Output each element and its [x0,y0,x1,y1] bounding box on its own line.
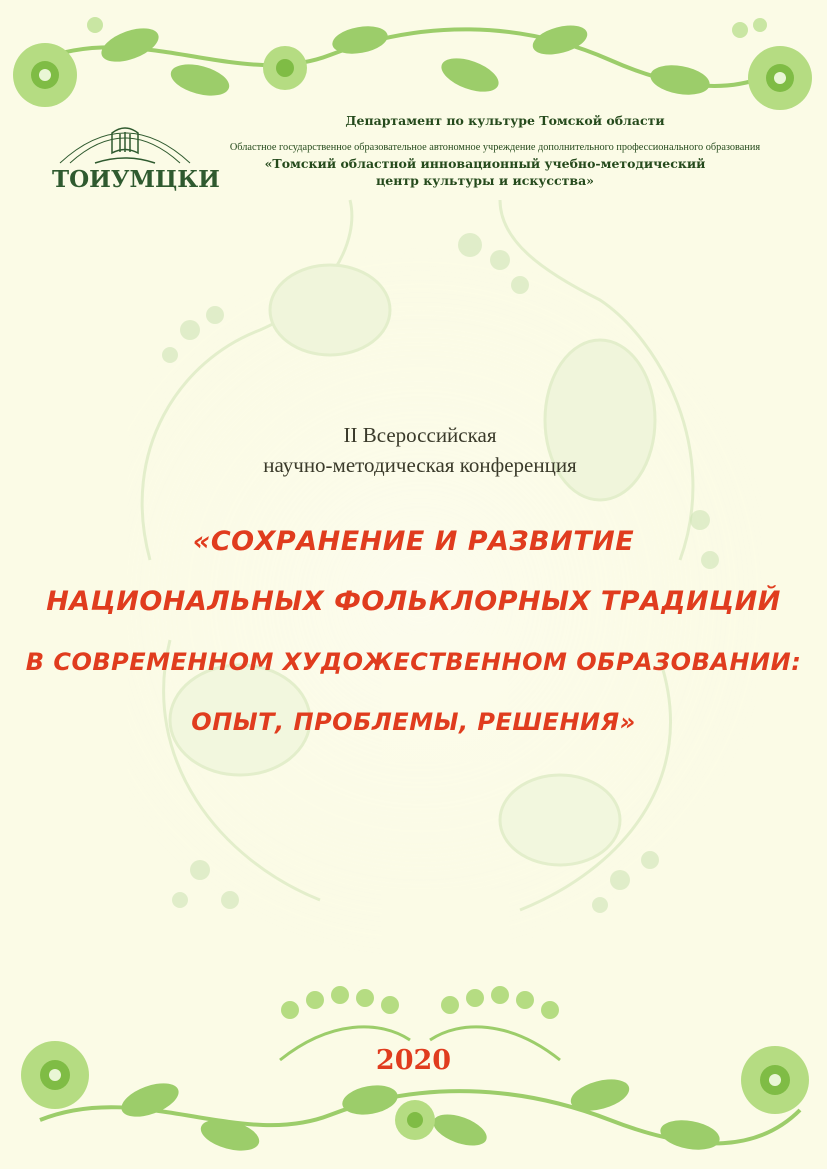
subtitle-line1: II Всероссийская [343,423,497,447]
top-center-flower [263,46,307,90]
bottom-center-flower [395,1100,435,1140]
top-floral-border [13,17,812,110]
organization-name-line1: «Томский областной инновационный учебно-методический [264,156,706,171]
organization-name-line2: центр культуры и искусства» [376,173,594,188]
toiumcki-logo [40,108,220,198]
conference-title [0,512,827,752]
title-line2: НАЦИОНАЛЬНЫХ ФОЛЬКЛОРНЫХ ТРАДИЦИЙ [46,586,781,617]
conference-subtitle [100,420,740,480]
top-right-flower [748,46,812,110]
document-header [210,113,780,189]
department-name: Департамент по культуре Томской области [345,113,665,128]
organization-type: Областное государственное образовательное автономное учреждение дополнительного профессионального образования [229,142,761,153]
organization-name [190,155,780,189]
logo-wordmark: ТОИУМЦКИ [52,166,220,193]
title-line1: «СОХРАНЕНИЕ И РАЗВИТИЕ [192,526,635,557]
top-left-flower [13,43,77,107]
title-line4: ОПЫТ, ПРОБЛЕМЫ, РЕШЕНИЯ» [191,708,636,736]
year: 2020 [375,1045,452,1076]
subtitle-line2: научно-методическая конференция [263,453,577,477]
lyre-book-icon [95,128,155,163]
title-line3: В СОВРЕМЕННОМ ХУДОЖЕСТВЕННОМ ОБРАЗОВАНИИ: [25,648,802,676]
